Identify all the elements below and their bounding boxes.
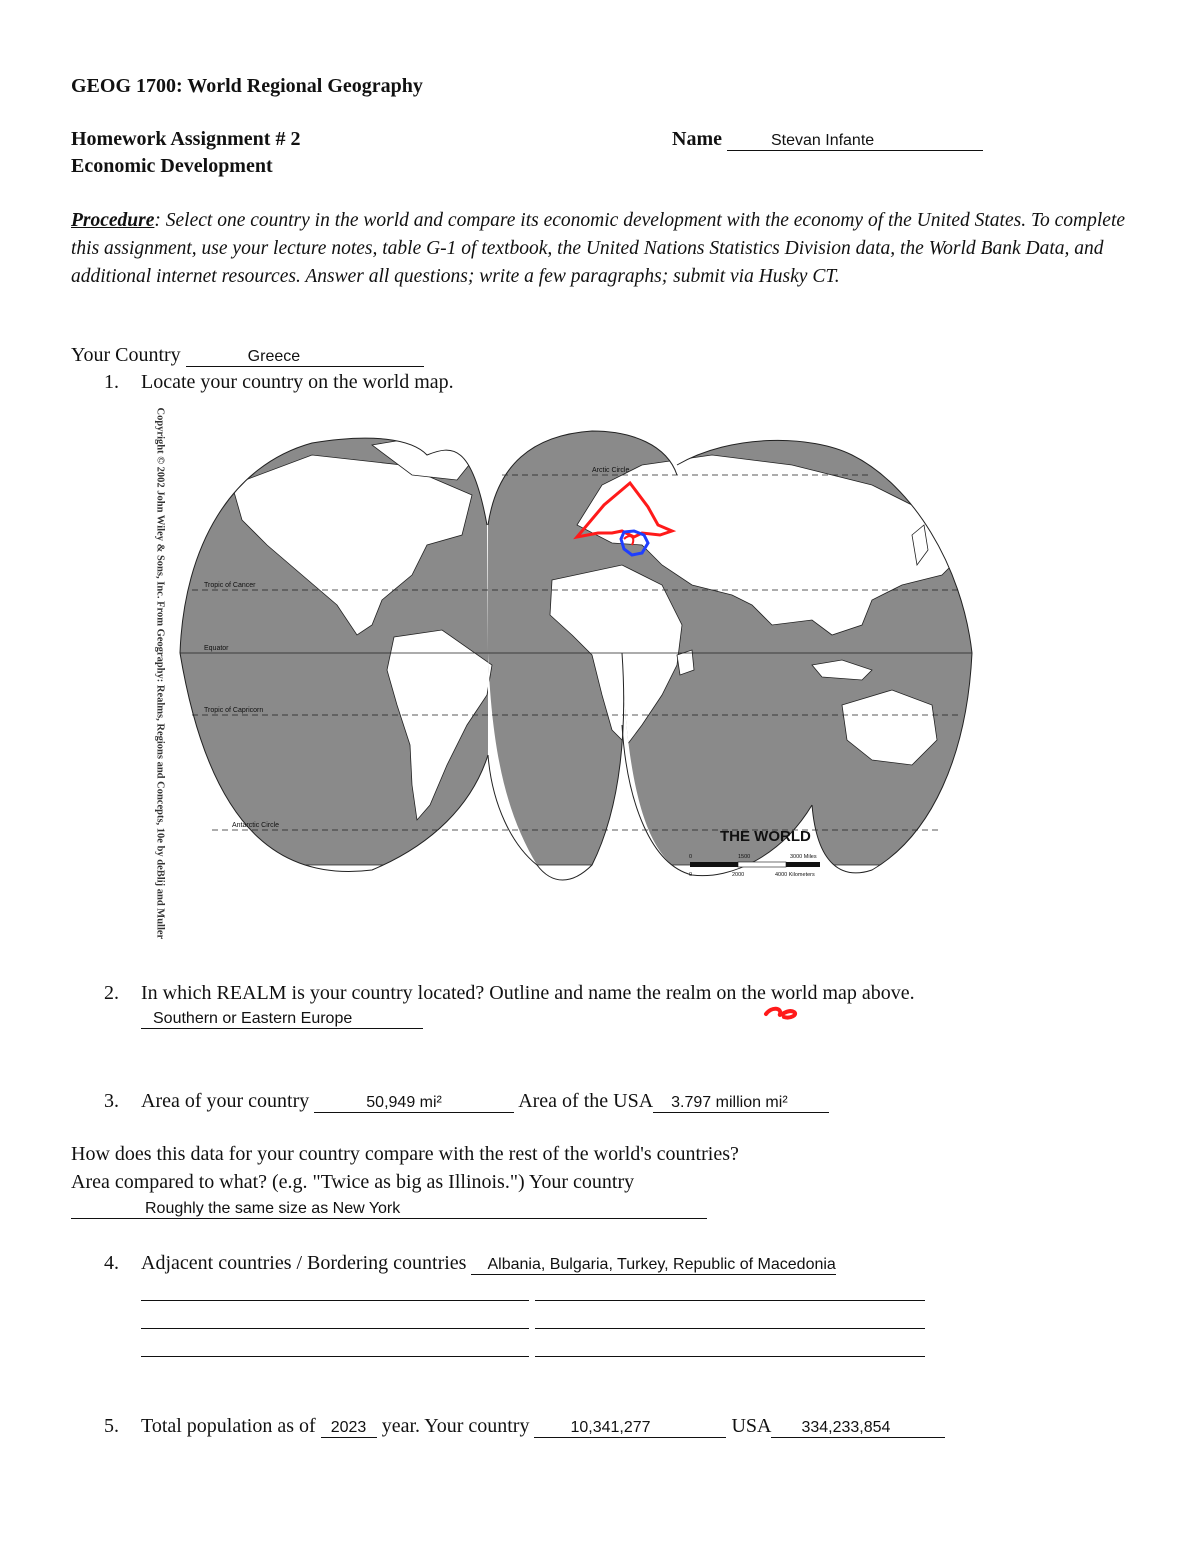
scale-km-4000: 4000 Kilometers	[775, 872, 815, 878]
q1-text: Locate your country on the world map.	[141, 371, 454, 393]
compare-answer-field[interactable]: Roughly the same size as New York	[71, 1200, 707, 1219]
red-scribble	[762, 1002, 804, 1022]
q5-text-a: Total population as of	[141, 1415, 316, 1437]
your-country-row	[71, 344, 424, 367]
madagascar	[677, 650, 694, 675]
q4-blank-line-2a[interactable]	[141, 1328, 529, 1329]
q3-row	[141, 1090, 829, 1113]
q4-blank-line-1b[interactable]	[535, 1300, 925, 1301]
assignment-subtitle: Economic Development	[71, 155, 273, 177]
antarctica	[172, 865, 980, 895]
q4-blank-line-3b[interactable]	[535, 1356, 925, 1357]
q2-answer-row	[141, 1010, 423, 1029]
tropic-of-capricorn-label: Tropic of Capricorn	[204, 707, 264, 714]
q5-country-population-field[interactable]: 10,341,277	[534, 1419, 726, 1438]
q4-blank-line-2b[interactable]	[535, 1328, 925, 1329]
name-label: Name	[672, 128, 722, 150]
procedure-text: : Select one country in the world and compare its economic development with the economy of the United States. To complete this assignment, use your lecture notes, table G-1 of textbook, the United Nations Statistics Division data, the World Bank Data, and additional internet resources. Answer all questions; write a few paragraphs; submit via Husky CT.	[71, 210, 1126, 287]
equator-label: Equator	[204, 645, 229, 652]
q4-answer-field[interactable]: Albania, Bulgaria, Turkey, Republic of Macedonia	[471, 1256, 835, 1275]
compare-line-2: Area compared to what? (e.g. "Twice as big as Illinois.") Your country	[71, 1171, 635, 1193]
tropic-of-cancer-label: Tropic of Cancer	[204, 582, 256, 589]
q4-blank-line-1a[interactable]	[141, 1300, 529, 1301]
procedure-label: Procedure	[71, 210, 155, 231]
q4-row	[141, 1252, 836, 1275]
name-field[interactable]: Stevan Infante	[727, 132, 983, 151]
arctic-circle-label: Arctic Circle	[592, 467, 630, 474]
q4-text: Adjacent countries / Bordering countries	[141, 1252, 467, 1274]
q5-text-c: USA	[731, 1415, 772, 1437]
scale-mi-1500: 1500	[738, 854, 751, 860]
q5-row	[141, 1415, 945, 1438]
q5-text-b: year. Your country	[381, 1415, 530, 1437]
map-copyright-box	[150, 407, 170, 940]
scale-km-0: 0	[689, 872, 693, 878]
q5-number: 5.	[104, 1415, 119, 1437]
q5-year-field[interactable]: 2023	[321, 1419, 377, 1438]
compare-line-1: How does this data for your country compare with the rest of the world's countries?	[71, 1143, 739, 1165]
q5-usa-population-field[interactable]: 334,233,854	[771, 1419, 945, 1438]
scale-mi-3000: 3000 Miles	[790, 854, 817, 860]
compare-answer-row	[71, 1200, 707, 1219]
q3-usa-area-field[interactable]: 3.797 million mi²	[653, 1094, 829, 1113]
q1-number: 1.	[104, 371, 119, 393]
assignment-title: Homework Assignment # 2	[71, 128, 301, 150]
world-map[interactable]	[172, 425, 980, 895]
q4-number: 4.	[104, 1252, 119, 1274]
q3-number: 3.	[104, 1090, 119, 1112]
procedure-paragraph	[71, 207, 1131, 291]
your-country-label: Your Country	[71, 344, 181, 366]
q2-number: 2.	[104, 982, 119, 1004]
q4-blank-line-3a[interactable]	[141, 1356, 529, 1357]
name-row	[672, 128, 983, 151]
q2-text: In which REALM is your country located? Outline and name the realm on the world map above.	[141, 982, 915, 1004]
q2-answer-field[interactable]: Southern or Eastern Europe	[141, 1010, 423, 1029]
scale-mi-0: 0	[689, 854, 693, 860]
q3-country-area-field[interactable]: 50,949 mi²	[314, 1094, 514, 1113]
your-country-field[interactable]: Greece	[186, 348, 424, 367]
antarctic-circle-label: Antarctic Circle	[232, 822, 280, 829]
q3-text-a: Area of your country	[141, 1090, 310, 1112]
q3-text-b: Area of the USA	[518, 1090, 654, 1112]
map-copyright: Copyright © 2002 John Wiley & Sons, Inc. From Geography: Realms, Regions and Concepts, 10e by deBlij and Muller	[154, 407, 166, 940]
map-title: THE WORLD	[720, 828, 811, 845]
scale-km-2000: 2000	[732, 872, 745, 878]
course-title: GEOG 1700: World Regional Geography	[71, 75, 423, 97]
scale-bar	[690, 862, 820, 867]
